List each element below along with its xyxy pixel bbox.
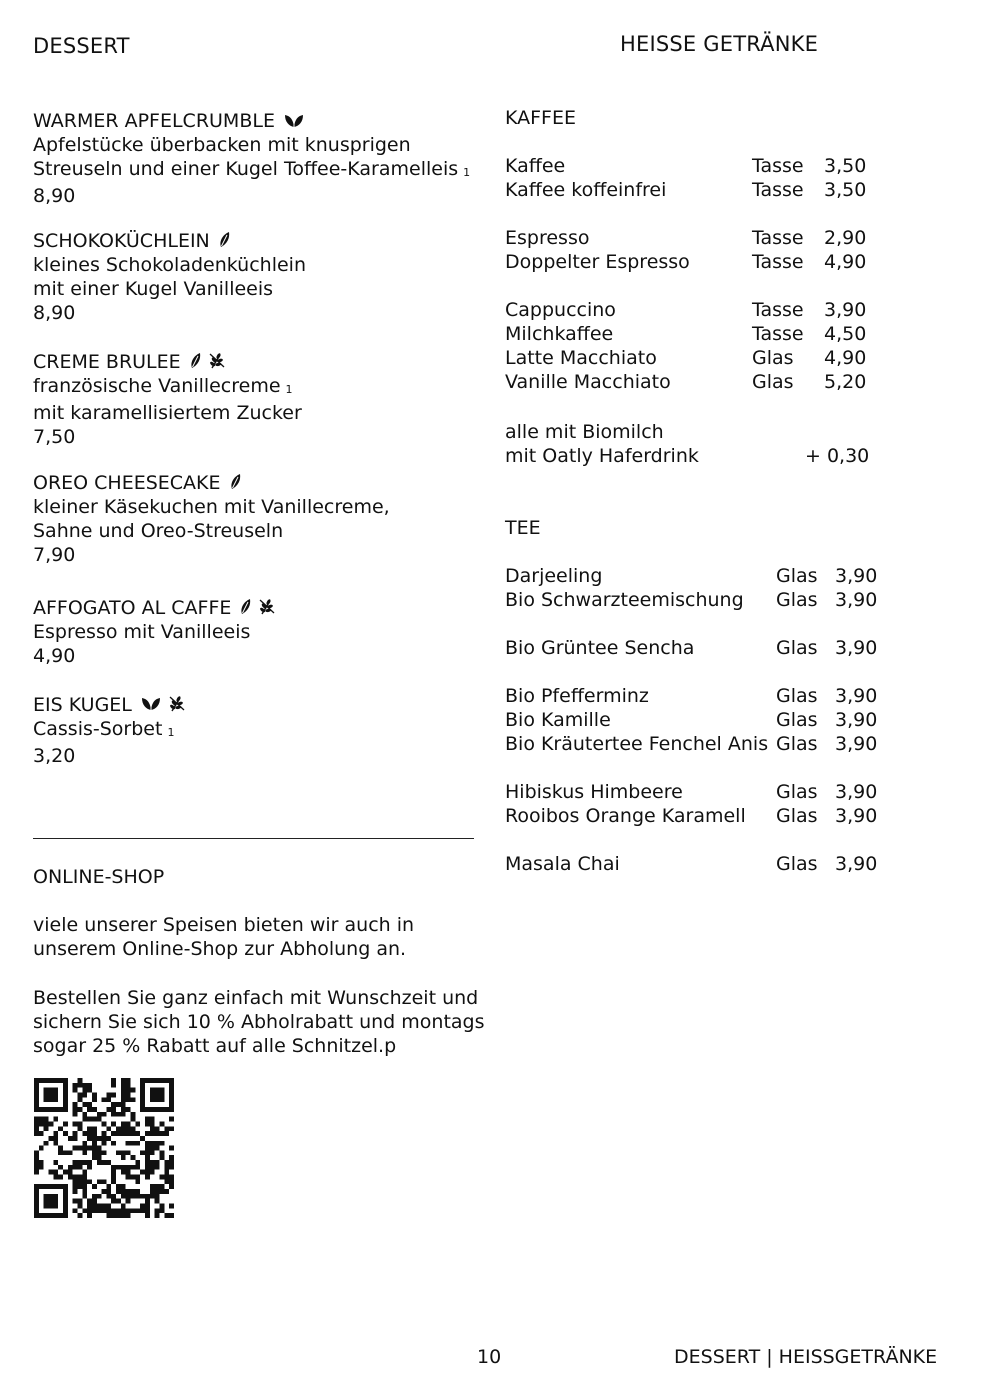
description-text: mit einer Kugel Vanilleeis [33, 278, 274, 300]
drink-price: 3,90 [835, 733, 878, 755]
drink-price: 4,50 [824, 323, 867, 345]
shop-line: sogar 25 % Rabatt auf alle Schnitzel.p [33, 1035, 397, 1057]
drink-price: 3,90 [824, 299, 867, 321]
drink-size: Glas [776, 781, 818, 803]
drink-name: Bio Schwarzteemischung [505, 589, 744, 611]
milk-note: alle mit Biomilch [505, 421, 664, 443]
drink-size: Glas [776, 733, 818, 755]
vegetarian-leaf-icon [219, 231, 230, 248]
description-text: französische Vanillecreme [33, 375, 281, 397]
drink-size: Tasse [752, 251, 804, 273]
drink-size: Glas [776, 565, 818, 587]
description-text: mit karamellisiertem Zucker [33, 402, 302, 424]
drink-size: Glas [776, 637, 818, 659]
dessert-item [33, 350, 473, 449]
dessert-description [33, 401, 473, 425]
description-text: Espresso mit Vanilleeis [33, 621, 251, 643]
drink-name: Bio Kräutertee Fenchel Anis [505, 733, 769, 755]
drink-name: Darjeeling [505, 565, 603, 587]
tee-title: TEE [505, 517, 541, 539]
drink-price: 3,50 [824, 155, 867, 177]
dessert-name-text: SCHOKOKÜCHLEIN [33, 230, 210, 252]
dessert-name [33, 596, 473, 620]
dessert-description [33, 519, 473, 543]
dessert-item [33, 471, 473, 567]
drink-name: Kaffee koffeinfrei [505, 179, 667, 201]
dessert-name [33, 109, 473, 133]
drink-name: Hibiskus Himbeere [505, 781, 683, 803]
dessert-price: 3,20 [33, 745, 76, 767]
dessert-name [33, 350, 473, 374]
diet-icons [219, 231, 230, 248]
drink-name: Doppelter Espresso [505, 251, 690, 273]
diet-icons [190, 352, 225, 369]
drink-price: 3,90 [835, 589, 878, 611]
dessert-name [33, 229, 473, 253]
allergen-footnote: 1 [285, 383, 293, 396]
drink-size: Glas [752, 347, 794, 369]
description-text: kleiner Käsekuchen mit Vanillecreme, [33, 496, 390, 518]
drink-name: Espresso [505, 227, 590, 249]
drink-size: Glas [776, 589, 818, 611]
dessert-description [33, 717, 473, 744]
drink-name: Kaffee [505, 155, 566, 177]
dessert-title: DESSERT [33, 34, 130, 58]
drink-size: Tasse [752, 179, 804, 201]
drink-price: 4,90 [824, 251, 867, 273]
drink-price: 3,90 [835, 805, 878, 827]
description-text: Cassis-Sorbet [33, 718, 163, 740]
drink-size: Glas [752, 371, 794, 393]
dessert-description [33, 495, 473, 519]
dessert-name-text: EIS KUGEL [33, 694, 132, 716]
drink-size: Tasse [752, 227, 804, 249]
drink-price: 3,90 [835, 565, 878, 587]
vegetarian-leaf-icon [230, 473, 241, 490]
dessert-price: 8,90 [33, 302, 76, 324]
vegan-leaf-icon [284, 112, 304, 128]
online-shop-text-2 [33, 986, 485, 1058]
dessert-name-text: OREO CHEESECAKE [33, 472, 221, 494]
diet-icons [230, 473, 241, 490]
drink-name: Latte Macchiato [505, 347, 657, 369]
drink-name: Cappuccino [505, 299, 616, 321]
dessert-price: 4,90 [33, 645, 76, 667]
dessert-name-text: CREME BRULEE [33, 351, 181, 373]
gluten-free-wheat-icon [169, 695, 185, 712]
dessert-description [33, 277, 473, 301]
vegetarian-leaf-icon [190, 352, 201, 369]
shop-line: unserem Online-Shop zur Abholung an. [33, 938, 407, 960]
section-divider [33, 838, 474, 839]
drink-price: 5,20 [824, 371, 867, 393]
drink-price: 3,90 [835, 781, 878, 803]
online-shop-title: ONLINE-SHOP [33, 866, 165, 888]
diet-icons [141, 695, 185, 712]
description-text: Apfelstücke überbacken mit knusprigen [33, 134, 411, 156]
shop-line: viele unserer Speisen bieten wir auch in [33, 914, 415, 936]
drink-price: 3,50 [824, 179, 867, 201]
dessert-name [33, 693, 473, 717]
dessert-name-text: WARMER APFELCRUMBLE [33, 110, 275, 132]
drink-price: 3,90 [835, 709, 878, 731]
drink-size: Glas [776, 685, 818, 707]
dessert-description [33, 133, 473, 157]
drink-size: Glas [776, 853, 818, 875]
drink-price: 3,90 [835, 685, 878, 707]
dessert-item [33, 693, 473, 768]
drink-name: Vanille Macchiato [505, 371, 671, 393]
dessert-name-text: AFFOGATO AL CAFFE [33, 597, 232, 619]
qr-code[interactable] [34, 1078, 174, 1218]
description-text: kleines Schokoladenküchlein [33, 254, 306, 276]
shop-line: Bestellen Sie ganz einfach mit Wunschzeit und [33, 987, 479, 1009]
drink-size: Tasse [752, 323, 804, 345]
kaffee-title: KAFFEE [505, 107, 576, 129]
drink-size: Tasse [752, 299, 804, 321]
footer-section: DESSERT | HEISSGETRÄNKE [674, 1346, 938, 1368]
shop-line: sichern Sie sich 10 % Abholrabatt und montags [33, 1011, 485, 1033]
oatly-note: mit Oatly Haferdrink [505, 445, 699, 467]
dessert-description [33, 157, 473, 184]
dessert-description [33, 253, 473, 277]
dessert-item [33, 109, 473, 208]
description-text: Streuseln und einer Kugel Toffee-Karamelleis [33, 158, 459, 180]
dessert-item [33, 596, 473, 668]
gluten-free-wheat-icon [259, 598, 275, 615]
drink-price: 4,90 [824, 347, 867, 369]
drink-price: 3,90 [835, 637, 878, 659]
drink-name: Rooibos Orange Karamell [505, 805, 746, 827]
vegetarian-leaf-icon [240, 598, 251, 615]
drink-name: Bio Pfefferminz [505, 685, 649, 707]
drink-name: Masala Chai [505, 853, 620, 875]
drink-name: Bio Kamille [505, 709, 611, 731]
dessert-price: 7,50 [33, 426, 76, 448]
page-number: 10 [477, 1346, 502, 1368]
drink-size: Tasse [752, 155, 804, 177]
hot-drinks-title: HEISSE GETRÄNKE [620, 32, 819, 56]
allergen-footnote: 1 [463, 166, 471, 179]
drink-name: Milchkaffee [505, 323, 614, 345]
diet-icons [240, 598, 275, 615]
dessert-description [33, 374, 473, 401]
drink-price: 2,90 [824, 227, 867, 249]
drink-price: 3,90 [835, 853, 878, 875]
drink-size: Glas [776, 709, 818, 731]
drink-size: Glas [776, 805, 818, 827]
dessert-price: 8,90 [33, 185, 76, 207]
dessert-price: 7,90 [33, 544, 76, 566]
allergen-footnote: 1 [167, 726, 175, 739]
vegan-leaf-icon [141, 695, 161, 712]
dessert-item [33, 229, 473, 325]
gluten-free-wheat-icon [209, 352, 225, 369]
oatly-price: + 0,30 [805, 445, 870, 467]
dessert-description [33, 620, 473, 644]
description-text: Sahne und Oreo-Streuseln [33, 520, 284, 542]
diet-icons [284, 112, 304, 128]
dessert-name [33, 471, 473, 495]
online-shop-text-1 [33, 913, 414, 961]
drink-name: Bio Grüntee Sencha [505, 637, 695, 659]
